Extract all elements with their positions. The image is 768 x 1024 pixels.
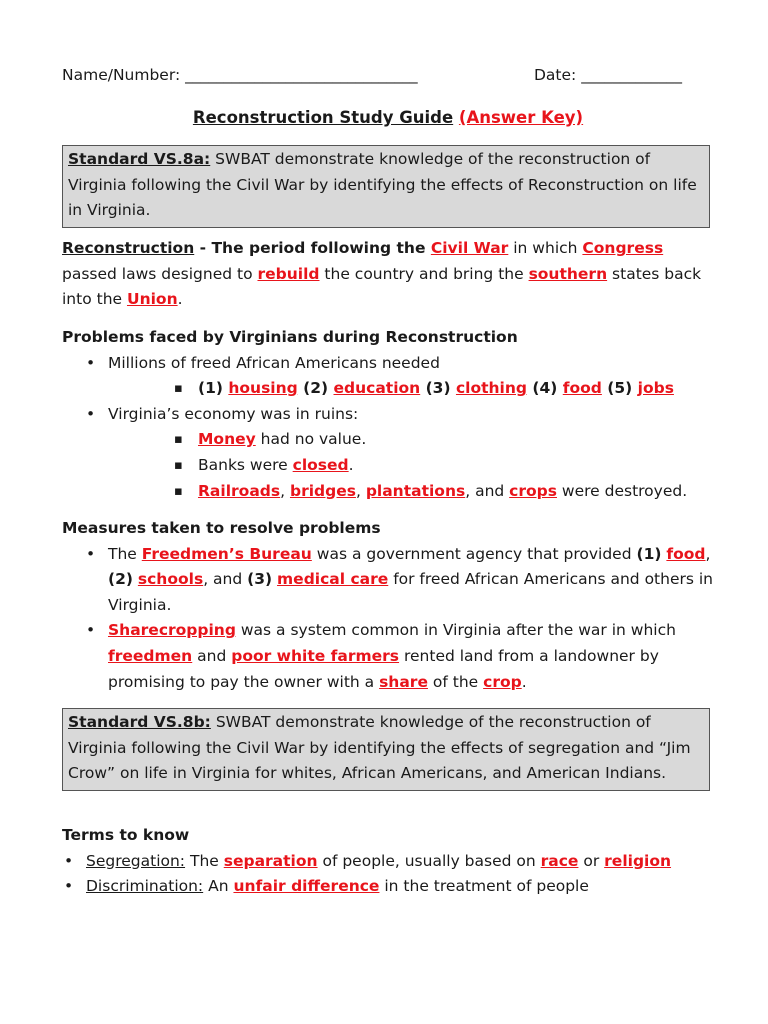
standard-vs8b-text: SWBAT demonstrate knowledge of the reconstruction of Virginia following the Civil War by identifying the effects of segregation and “Jim Crow” on life in Virginia for whites, African Americans, and American Indians. xyxy=(68,713,691,783)
answer-union: Union xyxy=(126,290,178,309)
answer-crops: crops xyxy=(509,481,557,500)
answer-food: food xyxy=(562,379,602,398)
answer-southern: southern xyxy=(528,264,608,283)
reconstruction-term: Reconstruction xyxy=(62,239,195,257)
answer-closed: closed xyxy=(292,455,349,474)
answer-rebuild: rebuild xyxy=(257,264,320,283)
problems-list xyxy=(62,351,714,505)
answer-share: share xyxy=(379,672,428,691)
list-item: • Discrimination: An unfair difference in the treatment of people xyxy=(40,874,714,900)
answer-civil-war: Civil War xyxy=(430,239,509,257)
answer-plantations: plantations xyxy=(365,481,466,500)
answer-railroads: Railroads xyxy=(198,481,281,500)
answer-unfair-difference: unfair difference xyxy=(233,877,380,896)
answer-freedmens-bureau: Freedmen’s Bureau xyxy=(141,544,312,563)
title-main: Reconstruction Study Guide xyxy=(192,108,454,127)
measures-section xyxy=(62,516,714,695)
answer-congress: Congress xyxy=(582,239,664,257)
title-answer-key: (Answer Key) xyxy=(458,108,584,127)
answer-medical-care: medical care xyxy=(277,570,389,589)
list-item: • Virginia’s economy was in ruins: ▪ Money had no value. ▪ Banks were closed. ▪ Railroads, bridges, plantations, and crops were destroyed. xyxy=(62,402,714,504)
standard-vs8b-label: Standard VS.8b: xyxy=(68,713,211,731)
name-number-field: Name/Number: ______________________________ xyxy=(62,66,418,84)
answer-separation: separation xyxy=(223,851,318,870)
terms-list xyxy=(40,849,714,900)
standard-vs8a-box xyxy=(62,145,710,228)
terms-heading: Terms to know xyxy=(62,826,190,844)
measures-heading: Measures taken to resolve problems xyxy=(62,519,381,537)
list-item: • Millions of freed African Americans needed ▪ (1) housing (2) education (3) clothing (4) food (5) jobs xyxy=(62,351,714,402)
answer-crop: crop xyxy=(483,672,522,691)
list-item: ▪ Banks were closed. xyxy=(108,453,714,479)
list-item: ▪ (1) housing (2) education (3) clothing (4) food (5) jobs xyxy=(108,376,714,402)
answer-money: Money xyxy=(198,430,256,449)
term-segregation: Segregation: xyxy=(86,851,186,870)
page-title xyxy=(62,105,714,131)
problems-section xyxy=(62,325,714,504)
list-item: ▪ Money had no value. xyxy=(108,427,714,453)
answer-jobs: jobs xyxy=(637,379,674,398)
header-row xyxy=(62,63,714,89)
list-item: • Segregation: The separation of people, usually based on race or religion xyxy=(40,849,714,875)
terms-section xyxy=(62,823,714,900)
standard-vs8a-text: SWBAT demonstrate knowledge of the reconstruction of Virginia following the Civil War by identifying the effects of Reconstruction on life in Virginia. xyxy=(68,150,697,220)
date-field: Date: _____________ xyxy=(534,66,682,84)
reconstruction-definition: Reconstruction - The period following the Civil War in which Congress passed laws designed to rebuild the country and bring the southern states back into the Union. xyxy=(62,239,702,309)
list-item: • Sharecropping was a system common in Virginia after the war in which freedmen and poor white farmers rented land from a landowner by promising to pay the owner with a share of the crop. xyxy=(62,618,714,695)
answer-freedmen: freedmen xyxy=(108,646,193,665)
list-item: • The Freedmen’s Bureau was a government agency that provided (1) food, (2) schools, and (3) medical care for freed African Americans and others in Virginia. xyxy=(62,542,714,619)
standard-vs8a-label: Standard VS.8a: xyxy=(68,150,211,168)
answer-sharecropping: Sharecropping xyxy=(108,621,236,640)
measures-list xyxy=(62,542,714,696)
answer-food-bureau: food xyxy=(666,544,706,563)
answer-religion: religion xyxy=(604,851,672,870)
answer-clothing: clothing xyxy=(455,379,527,398)
standard-vs8b-box xyxy=(62,708,710,791)
answer-poor-white-farmers: poor white farmers xyxy=(231,646,400,665)
answer-education: education xyxy=(333,379,421,398)
answer-race: race xyxy=(540,851,579,870)
problems-heading: Problems faced by Virginians during Reconstruction xyxy=(62,328,518,346)
answer-schools: schools xyxy=(137,570,204,589)
answer-bridges: bridges xyxy=(289,481,356,500)
list-item: ▪ Railroads, bridges, plantations, and crops were destroyed. xyxy=(108,479,714,505)
term-discrimination: Discrimination: xyxy=(86,877,204,896)
answer-housing: housing xyxy=(228,379,298,398)
